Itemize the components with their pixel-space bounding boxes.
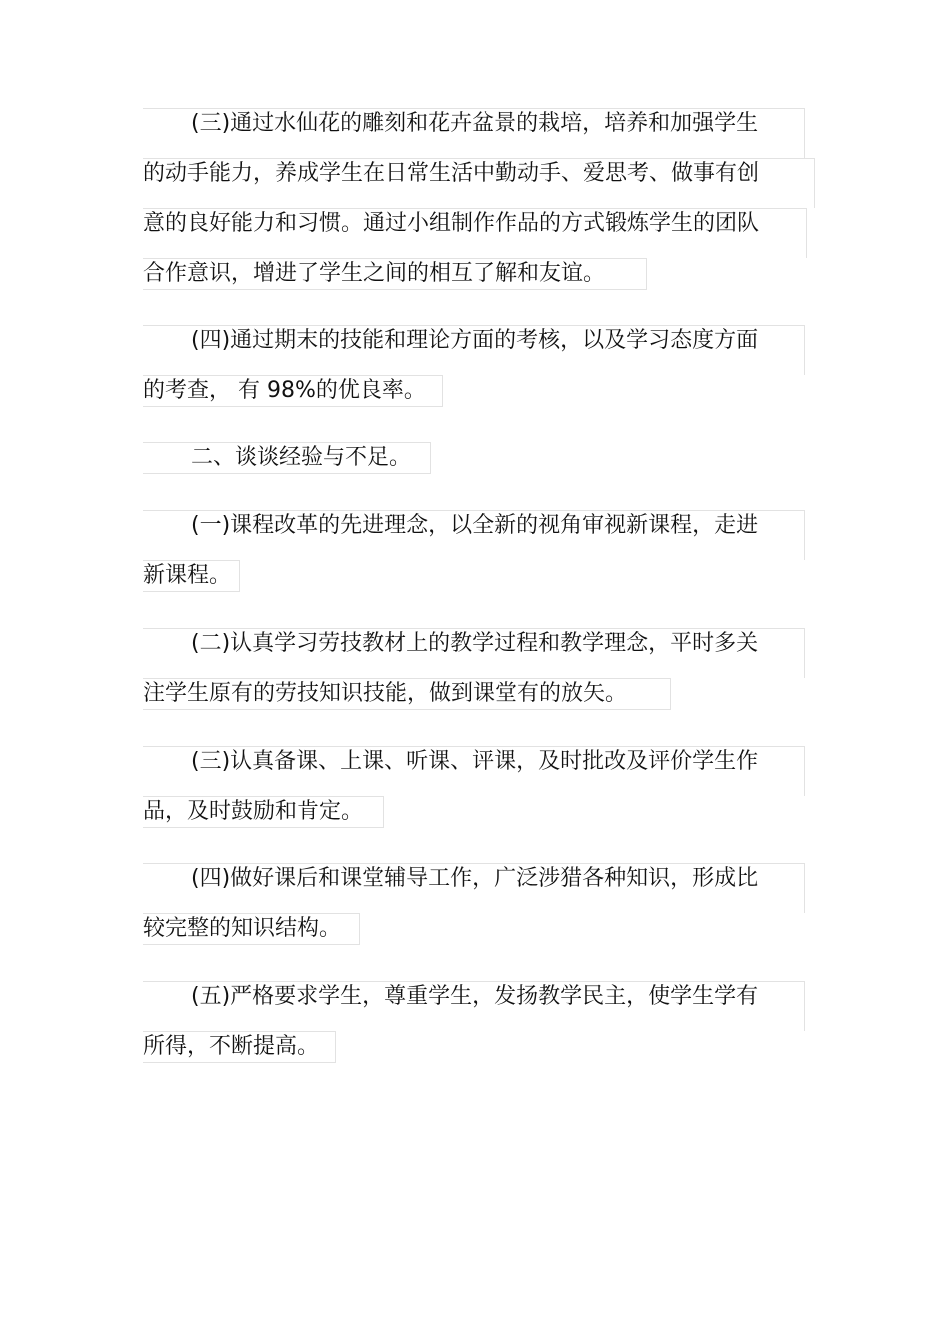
section-heading: 二、谈谈经验与不足。 [143,442,431,474]
paragraph-line: 品，及时鼓励和肯定。 [143,796,384,828]
paragraph-4 [143,510,815,592]
paragraph-line: 注学生原有的劳技知识技能，做到课堂有的放矢。 [143,678,671,710]
paragraph-3-heading [143,442,815,474]
paragraph-line: 较完整的知识结构。 [143,913,360,945]
paragraph-line: (一)课程改革的先进理念，以全新的视角审视新课程，走进 [143,510,805,560]
paragraph-line: 合作意识，增进了学生之间的相互了解和友谊。 [143,258,647,290]
paragraph-line: (四)做好课后和课堂辅导工作，广泛涉猎各种知识，形成比 [143,863,805,913]
paragraph-line: 新课程。 [143,560,240,592]
paragraph-8 [143,981,815,1063]
paragraph-7 [143,863,815,945]
paragraph-line: (三)认真备课、上课、听课、评课，及时批改及评价学生作 [143,746,805,796]
paragraph-line: 所得，不断提高。 [143,1031,336,1063]
paragraph-line: 的考查， 有 98%的优良率。 [143,375,443,407]
paragraph-line: (四)通过期末的技能和理论方面的考核，以及学习态度方面 [143,325,805,375]
paragraph-6 [143,746,815,828]
paragraph-2 [143,325,815,407]
paragraph-line: 的动手能力，养成学生在日常生活中勤动手、爱思考、做事有创 [143,158,815,208]
paragraph-1 [143,108,815,290]
paragraph-5 [143,628,815,710]
paragraph-line: (二)认真学习劳技教材上的教学过程和教学理念，平时多关 [143,628,805,678]
paragraph-line: 意的良好能力和习惯。通过小组制作作品的方式锻炼学生的团队 [143,208,807,258]
paragraph-line: (五)严格要求学生，尊重学生，发扬教学民主，使学生学有 [143,981,805,1031]
paragraph-line: (三)通过水仙花的雕刻和花卉盆景的栽培，培养和加强学生 [143,108,805,158]
